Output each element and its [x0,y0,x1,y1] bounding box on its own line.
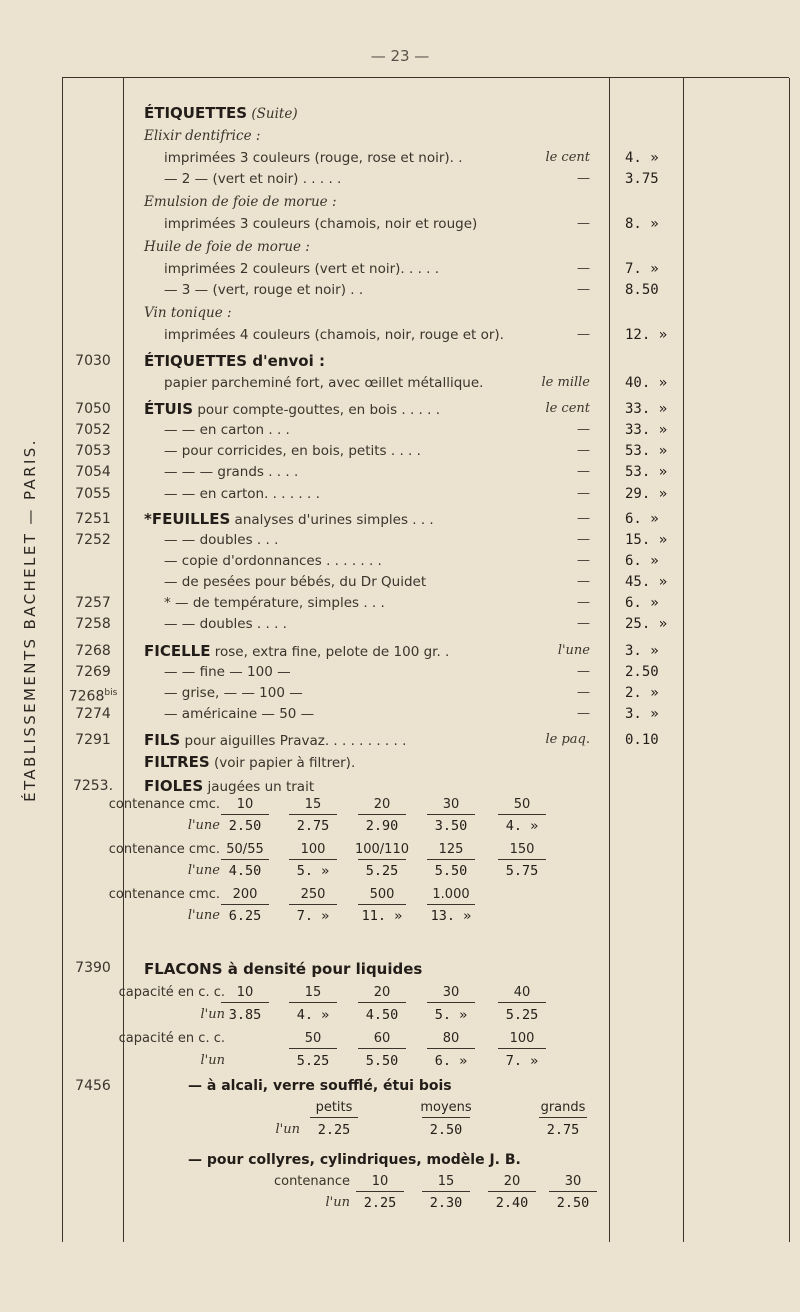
list-item [0,775,800,797]
item-code: 7253. [72,778,114,794]
item-unit: — [577,327,590,342]
item-description: — — fine — 100 — [164,664,291,680]
item-heading: FILTRES [144,753,210,771]
underline [289,904,337,905]
underline [549,1191,597,1192]
item-description: FILS pour aiguilles Pravaz. . . . . . . . . . [144,731,407,749]
underline [498,1002,546,1003]
item-description: Vin tonique : [144,305,232,321]
section-subtitle: (Suite) [247,106,298,122]
item-unit: — [577,486,590,501]
item-description: — de pesées pour bébés, du Dr Quidet [164,574,427,590]
item-price: 3.75 [625,171,659,187]
item-unit: — [577,511,590,526]
item-description: ÉTUIS pour compte-gouttes, en bois . . . . . [144,400,441,418]
list-item [0,508,800,530]
capacity-value: 10 [236,985,254,1000]
price-value: 11. » [361,908,403,924]
item-description: — 3 — (vert, rouge et noir) . . [164,282,364,298]
price-value: 13. » [430,908,472,924]
list-item [0,398,800,420]
item-unit: — [577,171,590,186]
item-description: — grise, — — 100 — [164,685,303,701]
capacity-value: 50 [304,1031,322,1046]
list-item [0,168,800,190]
item-code: 7053 [75,443,111,459]
price-value: 2.40 [495,1195,529,1211]
list-item [0,571,800,593]
capacity-value: 100 [509,1031,535,1046]
price-value: 7. » [505,1053,539,1069]
item-description: imprimées 4 couleurs (chamois, noir, rouge et or). [164,327,504,343]
unit-label: l'un [200,1007,225,1022]
item-description: — américaine — 50 — [164,706,315,722]
section-title: — pour collyres, cylindriques, modèle J. B. [188,1152,521,1168]
list-item [0,729,800,751]
item-code: 7258 [75,616,111,632]
item-description: imprimées 3 couleurs (chamois, noir et rouge) [164,216,478,232]
item-price: 7. » [625,261,659,277]
item-price: 6. » [625,511,659,527]
underline [539,1117,587,1118]
size-value: petits [315,1100,353,1115]
list-item [0,592,800,614]
capacity-value: 30 [442,797,460,812]
item-description: — 2 — (vert et noir) . . . . . [164,171,342,187]
capacity-value: 40 [513,985,531,1000]
capacity-label: contenance cmc. [108,842,220,857]
capacity-value: 15 [304,797,322,812]
item-code: $7268^{bis}$ [68,688,118,705]
price-value: 4.50 [228,863,262,879]
item-description: Elixir dentifrice : [144,128,261,144]
section-title: ÉTIQUETTES [144,104,248,122]
underline [427,814,475,815]
item-price: 4. » [625,150,659,166]
price-value: 4.50 [365,1007,399,1023]
item-description [144,350,325,373]
item-description: imprimées 2 couleurs (vert et noir). . . . . [164,261,440,277]
item-unit: — [577,685,590,700]
item-price: 6. » [625,595,659,611]
list-item [0,419,800,441]
list-item [0,350,800,372]
capacity-value: 50 [513,797,531,812]
section-title: FLACONS à densité pour liquides [144,960,423,978]
capacity-value: 20 [373,985,391,1000]
item-unit: — [577,422,590,437]
unit-label: l'un [200,1053,225,1068]
price-value: 5.50 [434,863,468,879]
underline [289,859,337,860]
list-item [0,529,800,551]
item-price: 25. » [625,616,668,632]
underline [221,859,269,860]
price-value: 3.50 [434,818,468,834]
capacity-value: 15 [437,1174,455,1189]
price-value: 2.50 [429,1122,463,1138]
list-item [0,483,800,505]
underline [221,814,269,815]
item-heading: FILS [144,731,181,749]
list-item [0,213,800,235]
item-unit: — [577,464,590,479]
underline [427,1048,475,1049]
section-title: — à alcali, verre soufflé, étui bois [188,1078,452,1094]
item-code: 7268 [75,643,111,659]
capacity-value: 100/110 [354,842,409,857]
item-code: 7050 [75,401,111,417]
price-value: 2.90 [365,818,399,834]
item-description: — — — grands . . . . [164,464,299,480]
capacity-value: 200 [232,887,258,902]
item-code: 7252 [75,532,111,548]
list-item [0,640,800,662]
underline [498,814,546,815]
item-description: — copie d'ordonnances . . . . . . . [164,553,382,569]
list-item [0,703,800,725]
price-value: 2.75 [546,1122,580,1138]
item-description [144,102,298,125]
capacity-value: 100 [300,842,326,857]
item-description: imprimées 3 couleurs (rouge, rose et noir). . [164,150,463,166]
item-unit: — [577,443,590,458]
price-value: 2.75 [296,818,330,834]
item-unit: l'une [557,643,590,658]
item-unit: — [577,706,590,721]
list-item [0,191,800,213]
list-item [0,236,800,258]
price-value: 5.50 [365,1053,399,1069]
item-code: 7054 [75,464,111,480]
item-price: 53. » [625,464,668,480]
item-code: 7055 [75,486,111,502]
item-unit: le cent [545,401,590,416]
price-value: 3.85 [228,1007,262,1023]
capacity-value: 125 [438,842,464,857]
capacity-value: 1.000 [432,887,470,902]
capacity-value: 20 [373,797,391,812]
list-item [0,302,800,324]
item-price: 3. » [625,643,659,659]
list-item [0,550,800,572]
item-heading: FIOLES [144,777,204,795]
page-number: — 23 — [370,47,430,65]
item-price: 53. » [625,443,668,459]
unit-label: l'une [187,863,220,878]
item-code: 7269 [75,664,111,680]
underline [427,904,475,905]
item-description: FILTRES (voir papier à filtrer). [144,753,356,771]
capacity-value: 15 [304,985,322,1000]
capacity-label: contenance cmc. [108,797,220,812]
list-item [0,279,800,301]
capacity-value: 10 [236,797,254,812]
underline [289,1002,337,1003]
item-unit: — [577,261,590,276]
price-value: 6.25 [228,908,262,924]
price-value: 4. » [296,1007,330,1023]
item-price: 45. » [625,574,668,590]
item-price: 0.10 [625,732,659,748]
underline [358,859,406,860]
item-code: 7257 [75,595,111,611]
capacity-value: 30 [442,985,460,1000]
list-item [0,258,800,280]
price-value: 2.30 [429,1195,463,1211]
price-value: 5.75 [505,863,539,879]
item-heading: FICELLE [144,642,211,660]
item-price: 8. » [625,216,659,232]
item-price: 15. » [625,532,668,548]
unit-label: l'un [325,1195,350,1210]
underline [422,1191,470,1192]
underline [498,1048,546,1049]
item-unit: le cent [545,150,590,165]
price-value: 4. » [505,818,539,834]
underline [310,1117,358,1118]
size-value: grands [540,1100,586,1115]
capacity-label: contenance [273,1174,350,1189]
underline [358,1048,406,1049]
side-publisher-text: ÉTABLISSEMENTS BACHELET — PARIS. [21,438,40,802]
underline [488,1191,536,1192]
item-unit: — [577,574,590,589]
capacity-value: 250 [300,887,326,902]
top-rule [62,77,789,78]
capacity-value: 500 [369,887,395,902]
price-value: 2.25 [363,1195,397,1211]
capacity-label: capacité en c. c. [118,1031,225,1046]
item-description: papier parcheminé fort, avec œillet métallique. [164,375,484,391]
item-description: FIOLES jaugées un trait [144,777,315,795]
price-value: 5. » [296,863,330,879]
capacity-value: 20 [503,1174,521,1189]
item-code: 7030 [75,353,111,369]
item-unit: le mille [541,375,590,390]
underline [427,1002,475,1003]
item-unit: — [577,216,590,231]
unit-label: l'un [275,1122,300,1137]
capacity-value: 60 [373,1031,391,1046]
list-item [0,102,800,124]
item-heading: *FEUILLES [144,510,231,528]
item-description: * — de température, simples . . . [164,595,385,611]
item-unit: — [577,532,590,547]
item-unit: — [577,553,590,568]
item-unit: — [577,664,590,679]
list-item [0,324,800,346]
capacity-value: 50/55 [226,842,264,857]
item-description: FICELLE rose, extra fine, pelote de 100 gr. . [144,642,450,660]
underline [358,1002,406,1003]
item-code: 7251 [75,511,111,527]
item-unit: le paq. [545,732,590,747]
item-price: 2. » [625,685,659,701]
list-item [0,147,800,169]
underline [356,1191,404,1192]
item-unit: — [577,282,590,297]
item-description: — — en carton . . . [164,422,290,438]
item-description: — — doubles . . . [164,532,279,548]
item-price: 8.50 [625,282,659,298]
underline [221,1002,269,1003]
price-value: 2.50 [228,818,262,834]
underline [289,1048,337,1049]
price-value: 5.25 [505,1007,539,1023]
item-code: 7274 [75,706,111,722]
item-unit: — [577,595,590,610]
item-code: 7390 [75,960,111,976]
underline [422,1117,470,1118]
item-description: — pour corricides, en bois, petits . . . . [164,443,421,459]
underline [221,904,269,905]
item-price: 3. » [625,706,659,722]
item-description: *FEUILLES analyses d'urines simples . . . [144,510,434,528]
list-item [0,751,800,773]
item-code: 7456 [75,1078,111,1094]
item-price: 33. » [625,401,668,417]
capacity-label: capacité en c. c. [118,985,225,1000]
capacity-label: contenance cmc. [108,887,220,902]
item-code: 7052 [75,422,111,438]
list-item [0,613,800,635]
item-description: — — en carton. . . . . . . [164,486,320,502]
underline [498,859,546,860]
list-item [0,125,800,147]
item-code: 7291 [75,732,111,748]
price-value: 2.50 [556,1195,590,1211]
underline [358,904,406,905]
item-description: Huile de foie de morue : [144,239,310,255]
item-price: 29. » [625,486,668,502]
item-description: — — doubles . . . . [164,616,287,632]
item-price: 40. » [625,375,668,391]
capacity-value: 10 [371,1174,389,1189]
item-description: Emulsion de foie de morue : [144,194,337,210]
price-value: 2.25 [317,1122,351,1138]
underline [427,859,475,860]
list-item [0,682,800,704]
price-value: 6. » [434,1053,468,1069]
price-value: 5. » [434,1007,468,1023]
item-price: 6. » [625,553,659,569]
list-item [0,661,800,683]
unit-label: l'une [187,908,220,923]
item-price: 2.50 [625,664,659,680]
item-price: 33. » [625,422,668,438]
underline [358,814,406,815]
list-item [0,372,800,394]
unit-label: l'une [187,818,220,833]
price-value: 5.25 [365,863,399,879]
price-value: 7. » [296,908,330,924]
list-item [0,440,800,462]
underline [289,814,337,815]
capacity-value: 150 [509,842,535,857]
size-value: moyens [420,1100,472,1115]
capacity-value: 80 [442,1031,460,1046]
price-value: 5.25 [296,1053,330,1069]
item-heading: ÉTUIS [144,400,194,418]
item-price: 12. » [625,327,668,343]
section-title: ÉTIQUETTES d'envoi : [144,352,325,370]
list-item [0,461,800,483]
item-unit: — [577,616,590,631]
capacity-value: 30 [564,1174,582,1189]
